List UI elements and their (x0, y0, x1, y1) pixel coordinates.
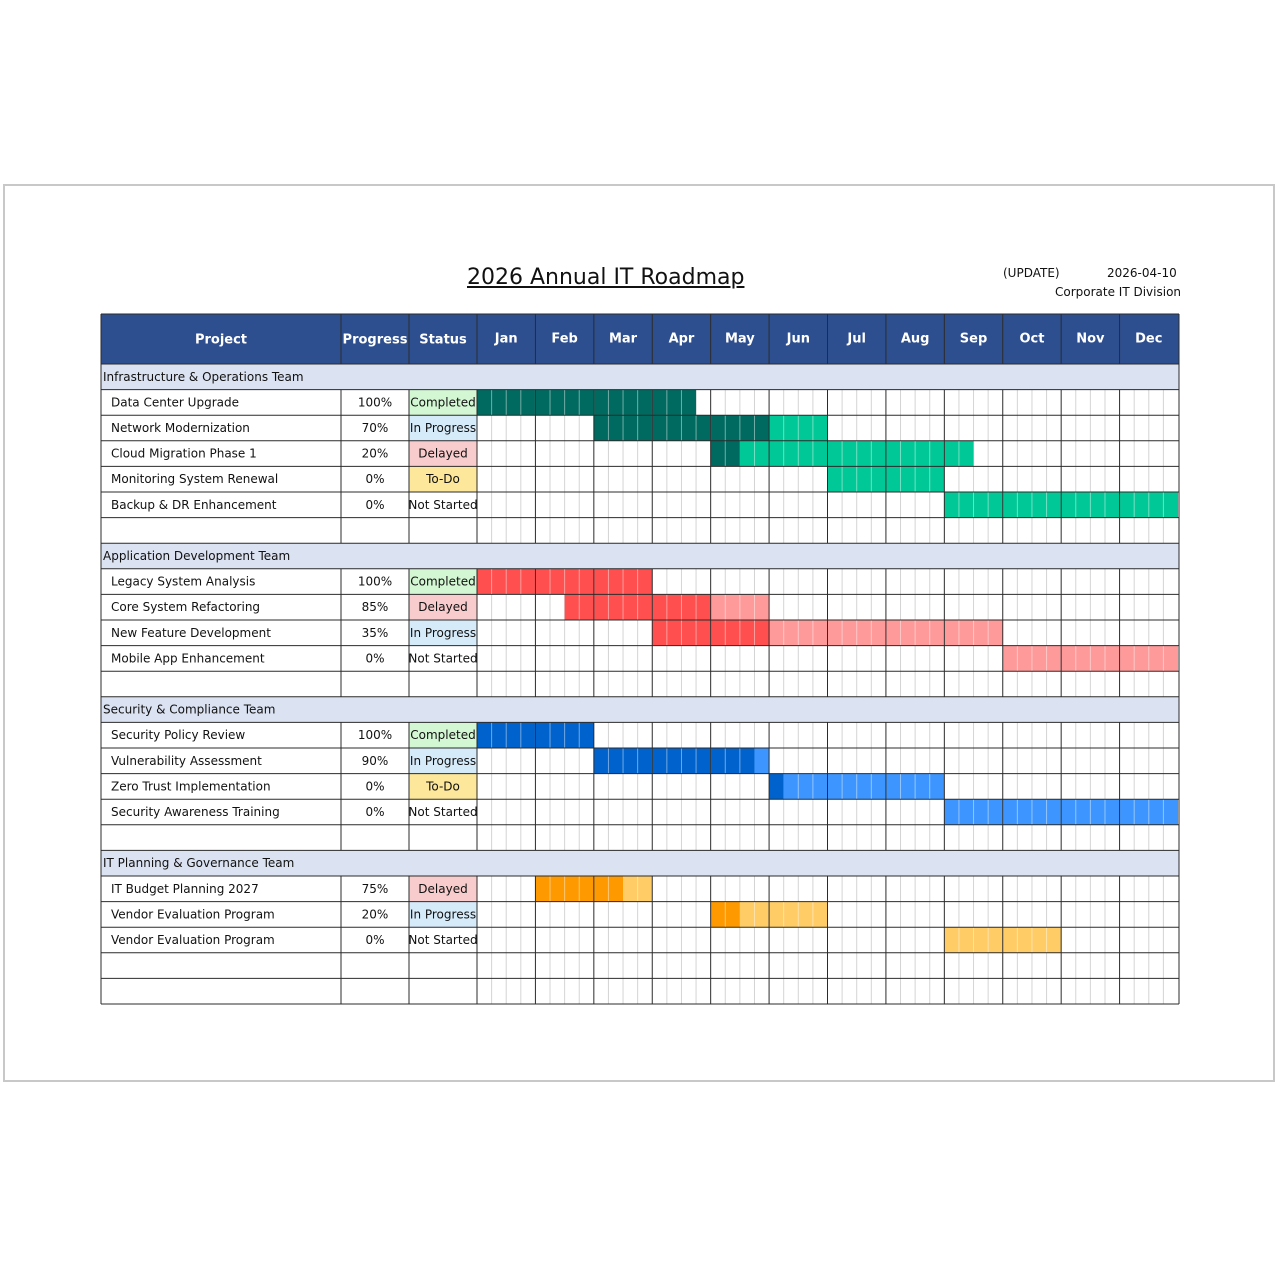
progress-value: 75% (361, 881, 389, 896)
status-value: Delayed (418, 881, 468, 896)
group-label: IT Planning & Governance Team (103, 856, 295, 871)
status-value: In Progress (409, 753, 477, 768)
progress-value: 0% (365, 805, 385, 819)
progress-value: 70% (361, 421, 389, 435)
month-header-jul: Jul (847, 331, 866, 347)
project-name: Zero Trust Implementation (111, 779, 271, 794)
project-name: Core System Refactoring (111, 600, 261, 615)
gantt-bar-segment (754, 748, 769, 774)
month-header-aug: Aug (900, 331, 930, 347)
project-name: Security Policy Review (111, 728, 246, 743)
month-header-apr: Apr (668, 331, 695, 347)
progress-value: 85% (361, 600, 389, 615)
project-name: Vendor Evaluation Program (111, 933, 275, 947)
month-header-jan: Jan (494, 331, 518, 347)
status-value: In Progress (409, 421, 477, 435)
group-label: Application Development Team (103, 549, 291, 563)
status-value: Not Started (408, 497, 478, 512)
month-header-oct: Oct (1019, 331, 1045, 347)
project-name: New Feature Development (111, 625, 271, 640)
project-name: Backup & DR Enhancement (111, 497, 277, 512)
status-value: Not Started (408, 651, 478, 666)
status-column-header: Status (419, 332, 467, 348)
status-value: Completed (410, 395, 476, 410)
gantt-table (100, 313, 1180, 1005)
status-value: Completed (410, 574, 476, 589)
status-value: Not Started (408, 805, 478, 819)
progress-value: 0% (365, 651, 385, 666)
progress-value: 35% (361, 625, 389, 640)
update-date: 2026-04-10 (1107, 266, 1177, 280)
status-value: Delayed (418, 446, 468, 461)
month-header-feb: Feb (551, 331, 578, 347)
month-header-may: May (724, 331, 755, 347)
progress-value: 90% (361, 753, 389, 768)
division-label: Corporate IT Division (1055, 285, 1182, 299)
gantt-bar-segment (769, 774, 784, 800)
progress-value: 100% (357, 395, 393, 410)
status-value: In Progress (409, 907, 477, 922)
status-value: To-Do (426, 472, 460, 487)
month-header-dec: Dec (1135, 331, 1163, 347)
gantt-bar-segment (594, 748, 755, 774)
group-label: Infrastructure & Operations Team (103, 369, 304, 384)
project-name: Monitoring System Renewal (111, 472, 279, 487)
status-value: Completed (410, 728, 476, 743)
project-name: Legacy System Analysis (111, 574, 256, 589)
status-value: In Progress (409, 625, 477, 640)
month-header-mar: Mar (608, 331, 638, 347)
header-row (101, 314, 1179, 364)
status-value: To-Do (426, 779, 460, 794)
progress-value: 0% (365, 497, 385, 512)
month-header-nov: Nov (1076, 331, 1105, 347)
status-value: Delayed (418, 600, 468, 615)
progress-value: 100% (357, 574, 393, 589)
project-column-header: Project (194, 332, 248, 348)
gantt-bar-segment (477, 390, 696, 416)
project-name: Network Modernization (111, 421, 250, 435)
progress-value: 0% (365, 779, 385, 794)
project-name: Data Center Upgrade (111, 395, 239, 410)
update-label: (UPDATE) (1003, 266, 1060, 280)
status-value: Not Started (408, 933, 478, 947)
month-header-jun: Jun (786, 331, 810, 347)
progress-value: 0% (365, 933, 385, 947)
group-label: Security & Compliance Team (103, 702, 276, 717)
progress-column-header: Progress (342, 332, 408, 348)
progress-value: 20% (361, 907, 389, 922)
page-title: 2026 Annual IT Roadmap (467, 265, 745, 290)
project-name: Mobile App Enhancement (111, 651, 265, 666)
project-name: IT Budget Planning 2027 (111, 881, 259, 896)
project-name: Security Awareness Training (111, 805, 280, 819)
progress-value: 0% (365, 472, 385, 487)
project-name: Vendor Evaluation Program (111, 907, 275, 922)
gantt-bar-segment (784, 774, 945, 800)
project-name: Cloud Migration Phase 1 (111, 446, 257, 461)
month-header-sep: Sep (959, 331, 988, 347)
project-name: Vulnerability Assessment (111, 753, 262, 768)
progress-value: 100% (357, 728, 393, 743)
progress-value: 20% (361, 446, 389, 461)
